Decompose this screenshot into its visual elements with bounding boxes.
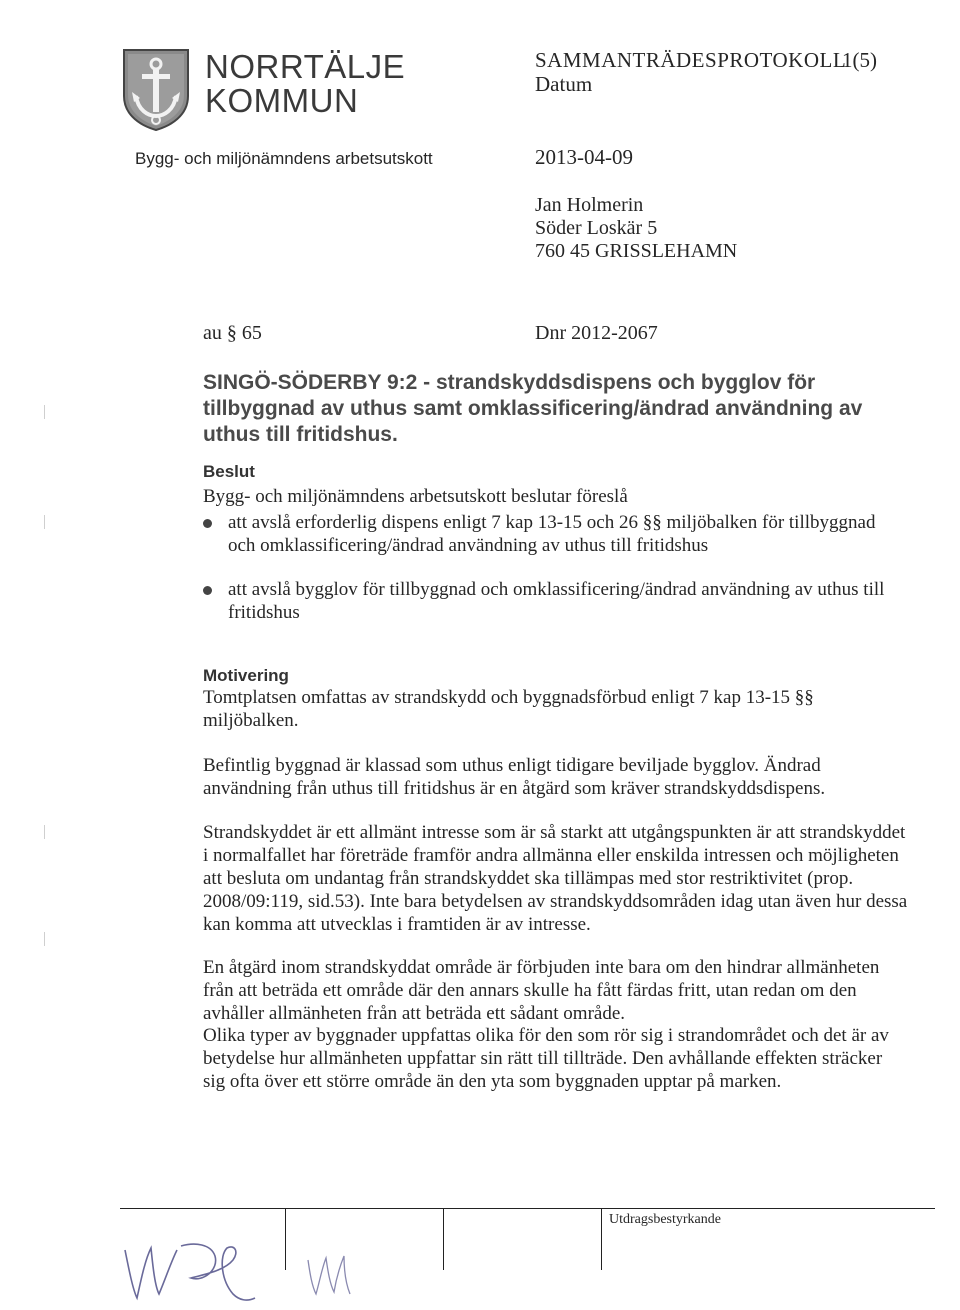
margin-mark [44, 932, 45, 946]
decision-heading: Beslut [203, 462, 255, 481]
decision-intro: Bygg- och miljönämndens arbetsutskott beslutar föreslå [203, 486, 628, 507]
footer-divider [443, 1208, 444, 1270]
motivation-paragraph: Tomtplatsen omfattas av strandskydd och byggnadsförbud enligt 7 kap 13-15 §§ miljöbalken. [203, 687, 814, 731]
motivation-paragraph: Strandskyddet är ett allmänt intresse som är så starkt att utgångspunkten är att strandskyddet i normalfallet har företräde framför andra allmänna eller enskilda intressen och möjligheten att besluta om undantag från strandskyddet ska tillämpas med stor restriktivitet (prop. 2008/09:119, sid.53). Inte bara betydelsen av strandskyddsområden idag utan även hur dessa kan komma att utvecklas i framtiden är av intresse. [203, 822, 908, 935]
date-label: Datum [535, 72, 593, 96]
page-number: 1(5) [842, 48, 877, 72]
motivation-paragraph: En åtgärd inom strandskyddat område är förbjuden inte bara om den hindrar allmänheten från att beträda ett område där den annars skulle ha fått färdas fritt, utan redan om den avhåller allmänheten från att beträda ett sådant område. [203, 957, 880, 1024]
margin-mark [44, 515, 45, 529]
protocol-title: SAMMANTRÄDESPROTOKOLL [535, 48, 847, 72]
signature-area [115, 1220, 275, 1305]
bullet-icon [203, 519, 212, 528]
handwritten-initials-icon [300, 1240, 360, 1300]
bullet-icon [203, 586, 212, 595]
motivation-paragraph: Olika typer av byggnader uppfattas olika för den som rör sig i strandområdet och det är av betydelse hur allmänheten uppfattar sin rätt till tillträde. Den avhållande effekten sträcker sig ofta över ett större område än den yta som byggnaden upptar på marken. [203, 1025, 889, 1092]
case-title: SINGÖ-SÖDERBY 9:2 - strandskyddsdispens och bygglov för tillbyggnad av uthus samt omklassificering/ändrad användning av uthus till fritidshus. [203, 371, 863, 446]
meeting-date: 2013-04-09 [535, 145, 633, 169]
recipient-city: 760 45 GRISSLEHAMN [535, 240, 738, 262]
municipality-logo [120, 46, 192, 132]
margin-mark [44, 825, 45, 839]
recipient-street: Söder Loskär 5 [535, 217, 658, 239]
extract-certification-label: Utdragsbestyrkande [609, 1212, 721, 1227]
motivation-paragraph: Befintlig byggnad är klassad som uthus enligt tidigare beviljade bygglov. Ändrad användning från uthus till fritidshus är en åtgärd som kräver strandskyddsdispens. [203, 755, 826, 799]
committee-name: Bygg- och miljönämndens arbetsutskott [135, 149, 433, 168]
motivation-heading: Motivering [203, 666, 289, 685]
recipient-address [535, 194, 737, 263]
paragraph-reference: au § 65 [203, 322, 262, 344]
organization-name-line1: NORRTÄLJE [205, 48, 406, 85]
organization-name [205, 50, 405, 118]
footer-divider [285, 1208, 286, 1270]
decision-item-text: att avslå erforderlig dispens enligt 7 kap 13-15 och 26 §§ miljöbalken för tillbyggnad och omklassificering/ändrad användning av uthus till fritidshus [228, 512, 876, 556]
case-number: Dnr 2012-2067 [535, 322, 658, 344]
recipient-name: Jan Holmerin [535, 194, 644, 216]
organization-name-line2: KOMMUN [205, 82, 359, 119]
footer-rule [120, 1208, 935, 1209]
margin-mark [44, 405, 45, 419]
anchor-shield-icon [120, 46, 192, 132]
decision-item-text: att avslå bygglov för tillbyggnad och omklassificering/ändrad användning av uthus till fritidshus [228, 579, 885, 623]
handwritten-signature-icon [115, 1220, 275, 1305]
second-signature-area [300, 1240, 360, 1300]
footer-divider [601, 1208, 602, 1270]
